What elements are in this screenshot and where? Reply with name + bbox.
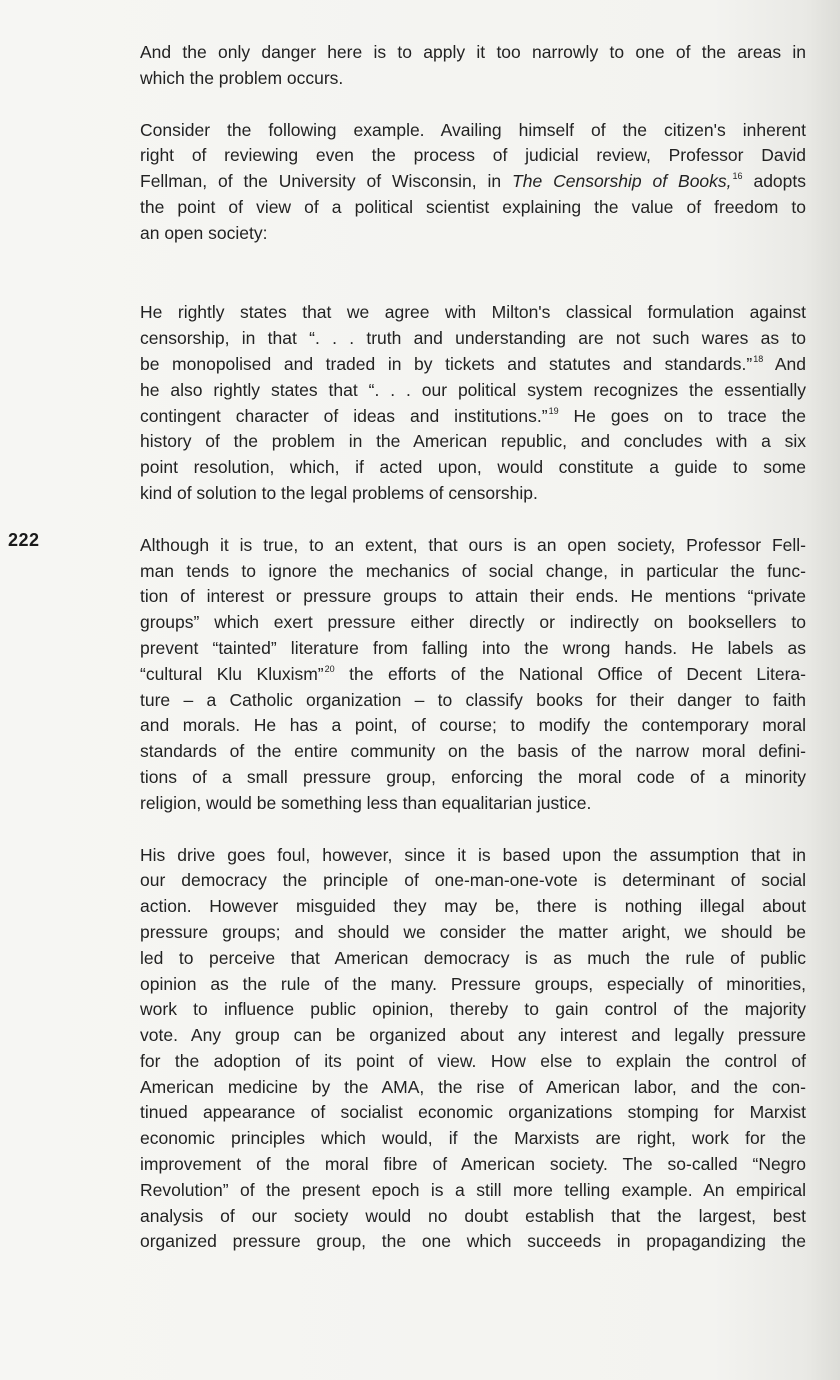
text-line [140,169,806,195]
text-line: an open society: [140,222,268,243]
text-line: American medicine by the AMA, the rise of American labor, and the con- [140,1076,806,1097]
text-line: He rightly states that we agree with Milton's classical formulation against [140,302,806,323]
text-line: Consider the following example. Availing himself of the citizen's inherent [140,119,806,140]
text-fragment: contingent character of ideas and institutions.” [140,405,548,426]
text-fragment: adopts [742,171,806,192]
text-fragment: Fellman, of the University of Wisconsin, in [140,171,513,192]
text-line [140,404,806,430]
text-line: ture – a Catholic organization – to classify books for their danger to faith [140,689,806,710]
footnote-ref: 19 [548,405,559,416]
text-line: Although it is true, to an extent, that ours is an open society, Professor Fell- [140,534,806,555]
text-line: and morals. He has a point, of course; to modify the contemporary moral [140,715,806,736]
text-column [140,40,806,1255]
footnote-ref: 16 [732,171,743,182]
text-line: which the problem occurs. [140,67,344,88]
text-line: work to influence public opinion, thereby to gain control of the majority [140,999,806,1020]
quote-line [486,253,808,279]
text-line: analysis of our society would no doubt establish that the largest, best [140,1205,806,1226]
text-line: pressure groups; and should we consider the matter aright, we should be [140,921,806,942]
text-line [140,352,806,378]
paragraph-3 [140,300,806,506]
text-line: our democracy the principle of one-man-one-vote is determinant of social [140,870,806,891]
text-fragment: “cultural Klu Kluxism” [140,663,324,684]
text-line: prevent “tainted” literature from falling into the wrong hands. He labels as [140,637,806,658]
text-line: censorship, in that “. . . truth and understanding are not such wares as to [140,328,806,349]
text-line: improvement of the moral fibre of American society. The so-called “Negro [140,1154,806,1175]
text-line: kind of solution to the legal problems of censorship. [140,482,538,503]
text-fragment: be monopolised and traded in by tickets and statutes and standards.” [140,353,753,374]
paragraph-5 [140,843,806,1256]
paragraph-2 [140,118,806,247]
text-line: history of the problem in the American republic, and concludes with a six [140,431,806,452]
text-line: His drive goes foul, however, since it is based upon the assumption that in [140,844,806,865]
text-line: standards of the entire community on the basis of the narrow moral defini- [140,741,806,762]
footnote-ref: 18 [753,353,764,364]
text-line: tion of interest or pressure groups to attain their ends. He mentions “private [140,586,806,607]
text-line: for the adoption of its point of view. How else to explain the control of [140,1050,806,1071]
text-line: led to perceive that American democracy is as much the rule of public [140,947,806,968]
text-line: tions of a small pressure group, enforcing the moral code of a minority [140,766,806,787]
page-number: 222 [8,530,40,550]
text-line: opinion as the rule of the many. Pressure groups, especially of minorities, [140,973,806,994]
text-line: organized pressure group, the one which succeeds in propagandizing the [140,1231,806,1252]
text-line: And the only danger here is to apply it too narrowly to one of the areas in [140,42,806,62]
text-line: groups” which exert pressure either directly or indirectly on booksellers to [140,612,806,633]
text-fragment: And [763,353,806,374]
text-line: point resolution, which, if acted upon, would constitute a guide to some [140,457,806,478]
book-title: The Censorship of Books, [512,171,732,192]
text-line: action. However misguided they may be, there is nothing illegal about [140,896,806,917]
text-line: economic principles which would, if the Marxists are right, work for the [140,1128,806,1149]
text-line: he also rightly states that “. . . our political system recognizes the essentially [140,379,806,400]
text-fragment: He goes on to trace the [558,405,807,426]
block-quote [486,253,808,279]
footnote-ref: 20 [324,663,335,674]
text-fragment: the efforts of the National Office of Decent Litera- [334,663,806,684]
text-line [140,662,806,688]
text-line: religion, would be something less than equalitarian justice. [140,792,592,813]
text-line: man tends to ignore the mechanics of social change, in particular the func- [140,560,806,581]
text-line: the point of view of a political scientist explaining the value of freedom to [140,196,806,217]
text-line: right of reviewing even the process of judicial review, Professor David [140,145,806,166]
paragraph-1 [140,40,806,92]
text-line: Revolution” of the present epoch is a still more telling example. An empirical [140,1179,806,1200]
paragraph-4 [140,533,806,817]
text-line: tinued appearance of socialist economic organizations stomping for Marxist [140,1102,806,1123]
text-line: vote. Any group can be organized about any interest and legally pressure [140,1025,806,1046]
